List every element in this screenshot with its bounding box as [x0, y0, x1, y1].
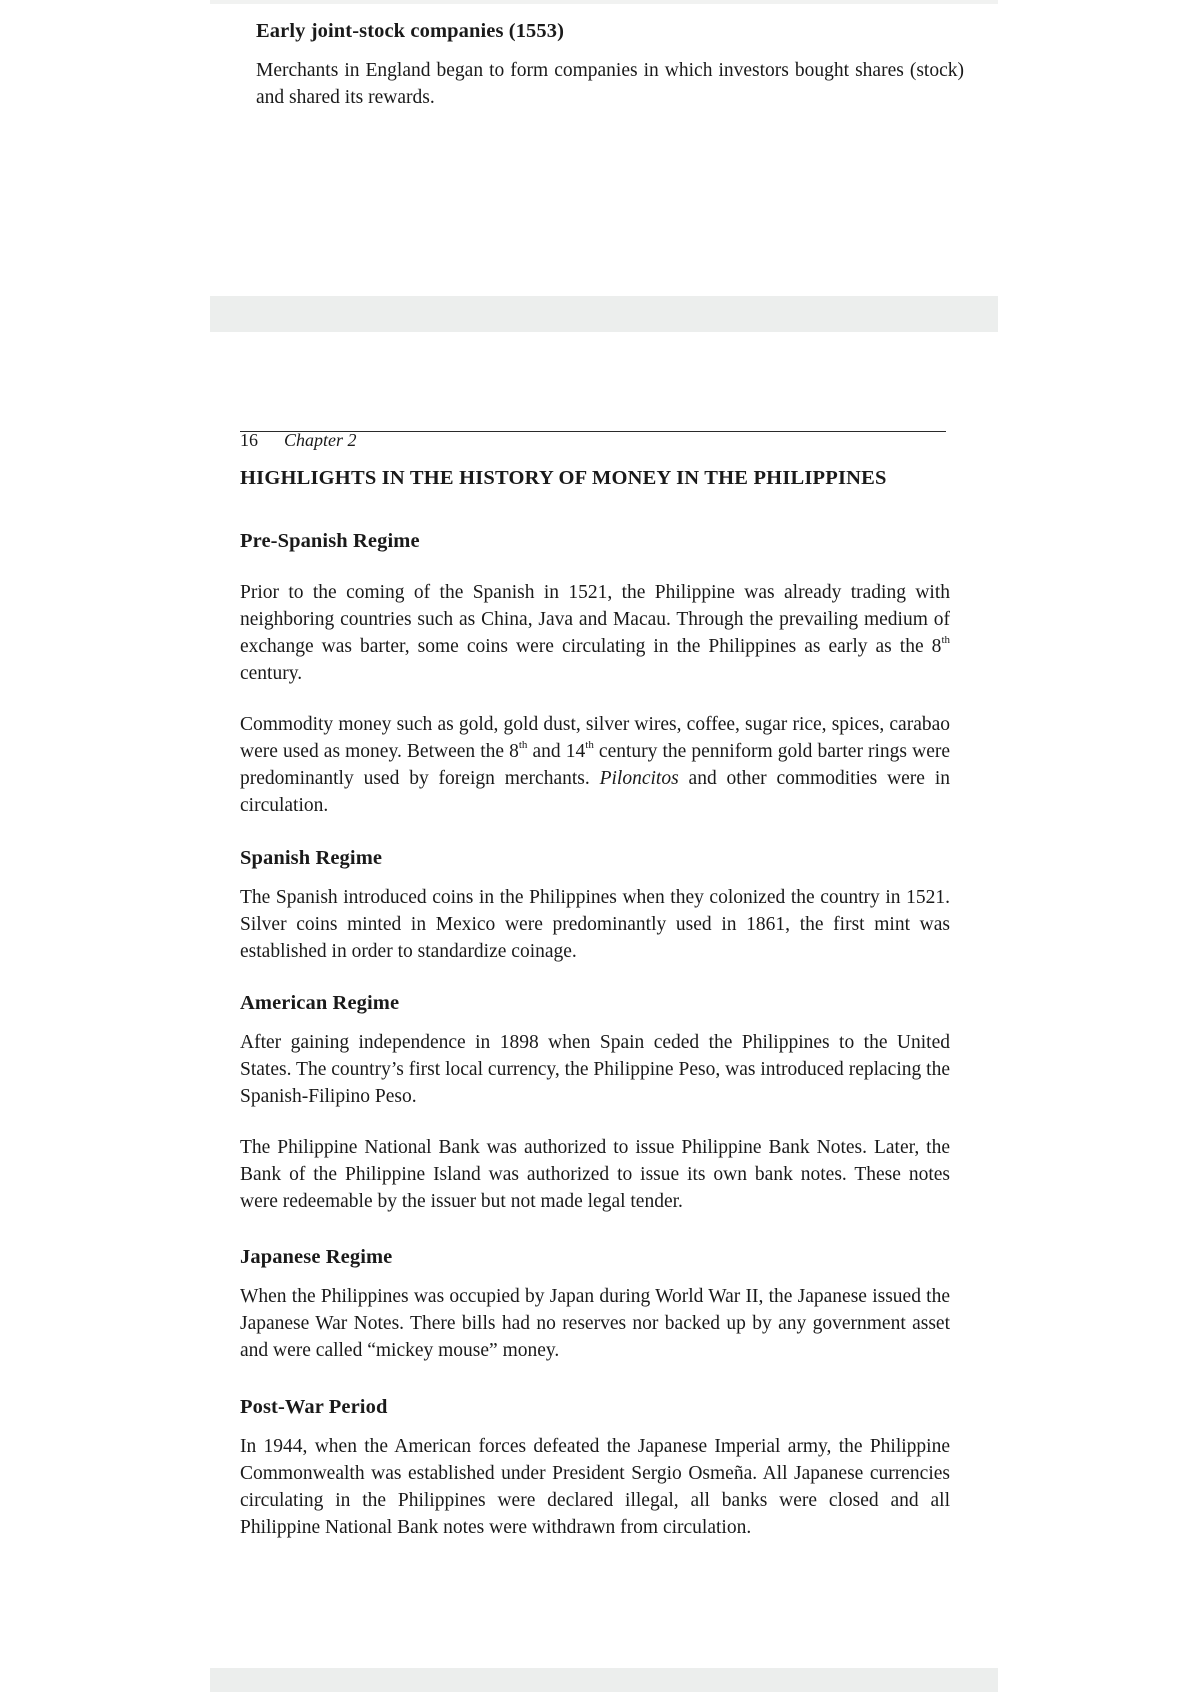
superscript: th [585, 738, 594, 751]
section-heading: American Regime [240, 992, 400, 1014]
section-heading: Japanese Regime [240, 1246, 393, 1268]
text-run: and 14 [527, 741, 586, 762]
superscript: th [518, 738, 528, 751]
section-paragraph: In 1944, when the American forces defeated the Japanese Imperial army, the Philippine Commonwealth was established under President Sergio Osmeña. All Japanese currencies circulating in the Philippines were declared illegal, all banks were closed and all Philippine National Bank notes were withdrawn from circulation. [240, 1436, 950, 1538]
page-number: 16 [240, 430, 258, 450]
page-top-edge [210, 0, 998, 4]
pre-spanish-section [240, 530, 950, 819]
spanish-section [240, 847, 950, 965]
japanese-section [240, 1246, 950, 1364]
section-heading: Spanish Regime [240, 847, 383, 869]
section-heading: Pre-Spanish Regime [240, 530, 420, 552]
section-paragraph [240, 711, 950, 819]
text-run: Prior to the coming of the Spanish in 1521, the Philippine was already trading with neighboring countries such as China, Java and Macau. Through the prevailing medium of exchange was barter, some coins were circulating in the Philippines as early as the 8 [240, 582, 950, 657]
section-paragraph: When the Philippines was occupied by Japan during World War II, the Japanese issued the Japanese War Notes. There bills had no reserves nor backed up by any government asset and were called “mickey mouse” money. [240, 1286, 950, 1361]
section-paragraph: The Philippine National Bank was authorized to issue Philippine Bank Notes. Later, the Bank of the Philippine Island was authorized to issue its own bank notes. These notes were redeemable by the issuer but not made legal tender. [240, 1137, 950, 1212]
section-heading: Early joint-stock companies (1553) [256, 20, 565, 42]
american-section [240, 992, 950, 1215]
italic-term: Piloncitos [599, 768, 679, 789]
section-paragraph [240, 579, 950, 687]
text-run: Commodity money such as gold, gold dust, silver wires, coffee, sugar rice, spices, carabao were used as money. Between the 8 [240, 714, 950, 762]
joint-stock-section [256, 20, 964, 111]
page-separator [210, 296, 998, 332]
post-war-section [240, 1396, 950, 1541]
page-separator [210, 1668, 998, 1692]
page-title: HIGHLIGHTS IN THE HISTORY OF MONEY IN THE PHILIPPINES [240, 467, 887, 489]
header-rule [240, 431, 946, 432]
text-run: century. [240, 663, 303, 684]
section-paragraph: The Spanish introduced coins in the Philippines when they colonized the country in 1521. Silver coins minted in Mexico were predominantly used in 1861, the first mint was established in order to standardize coinage. [240, 887, 950, 962]
superscript: th [941, 633, 950, 646]
section-paragraph: Merchants in England began to form companies in which investors bought shares (stock) and shared its rewards. [256, 60, 964, 108]
section-heading: Post-War Period [240, 1396, 388, 1418]
text-run: and other commodities were in circulation. [240, 768, 950, 816]
text-run: century the penniform gold barter rings were predominantly used by foreign merchants. [240, 741, 950, 789]
section-paragraph: After gaining independence in 1898 when Spain ceded the Philippines to the United States. The country’s first local currency, the Philippine Peso, was introduced replacing the Spanish-Filipino Peso. [240, 1032, 950, 1107]
chapter-label: Chapter 2 [284, 430, 357, 450]
